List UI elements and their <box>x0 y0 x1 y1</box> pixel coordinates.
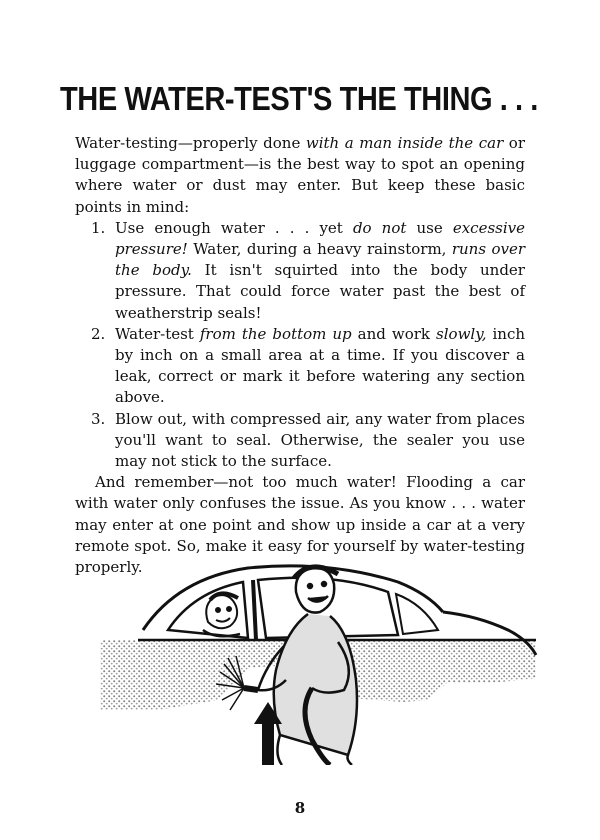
item-2-emphasis-1: from the bottom up <box>199 324 352 343</box>
page-title: THE WATER-TEST'S THE THING . . . <box>60 80 538 117</box>
item-2-text-2: and work <box>351 324 437 343</box>
list-item-2 <box>75 324 525 409</box>
car-water-test-illustration <box>98 560 538 765</box>
list-number-1: 1. <box>91 218 106 237</box>
item-1-emphasis-3: runs over the body. <box>115 240 525 280</box>
item-3-text-1: Blow out, with compressed air, any water from places you'll want to seal. Otherwise, the sealer you use may not stick to the surface. <box>115 409 525 471</box>
item-1-emphasis-2: excessive pressure! <box>115 218 525 259</box>
item-1-text-4: It isn't squirted into the body under pressure. That could force water past the best of weatherstrip seals! <box>115 261 525 322</box>
item-2-text-1: Water-test <box>115 324 200 343</box>
item-1-emphasis-1: do not <box>352 218 407 237</box>
page-number: 8 <box>294 799 306 817</box>
item-1-text-3: Water, during a heavy rainstorm, <box>187 240 452 259</box>
body-text <box>75 133 525 578</box>
list-item-3 <box>75 409 525 473</box>
door-pillar <box>253 580 256 640</box>
list-number-3: 3. <box>91 409 106 428</box>
list-item-1 <box>75 218 525 324</box>
intro-text-1: Water-testing—properly done <box>75 134 306 152</box>
intro-emphasis: with a man inside the car <box>305 134 504 152</box>
item-1-text-2: use <box>406 218 453 237</box>
intro-paragraph <box>75 133 525 218</box>
item-2-emphasis-2: slowly, <box>436 324 487 343</box>
list-number-2: 2. <box>91 324 106 343</box>
intro-text-2: or luggage compartment—is the best way to spot an opening where water or dust may enter. But keep these basic points in mind: <box>75 134 525 216</box>
closing-paragraph: And remember—not too much water! Flooding a car with water only confuses the issue. As you know . . . water may enter at one point and show up inside a car at a very remote spot. So, make it easy for yourself by water-testing properly. <box>75 473 525 577</box>
item-2-text-3: inch by inch on a small area at a time. If you discover a leak, correct or mark it before watering any section above. <box>115 324 526 407</box>
item-1-text-1: Use enough water . . . yet <box>115 218 353 237</box>
points-list <box>75 218 525 472</box>
